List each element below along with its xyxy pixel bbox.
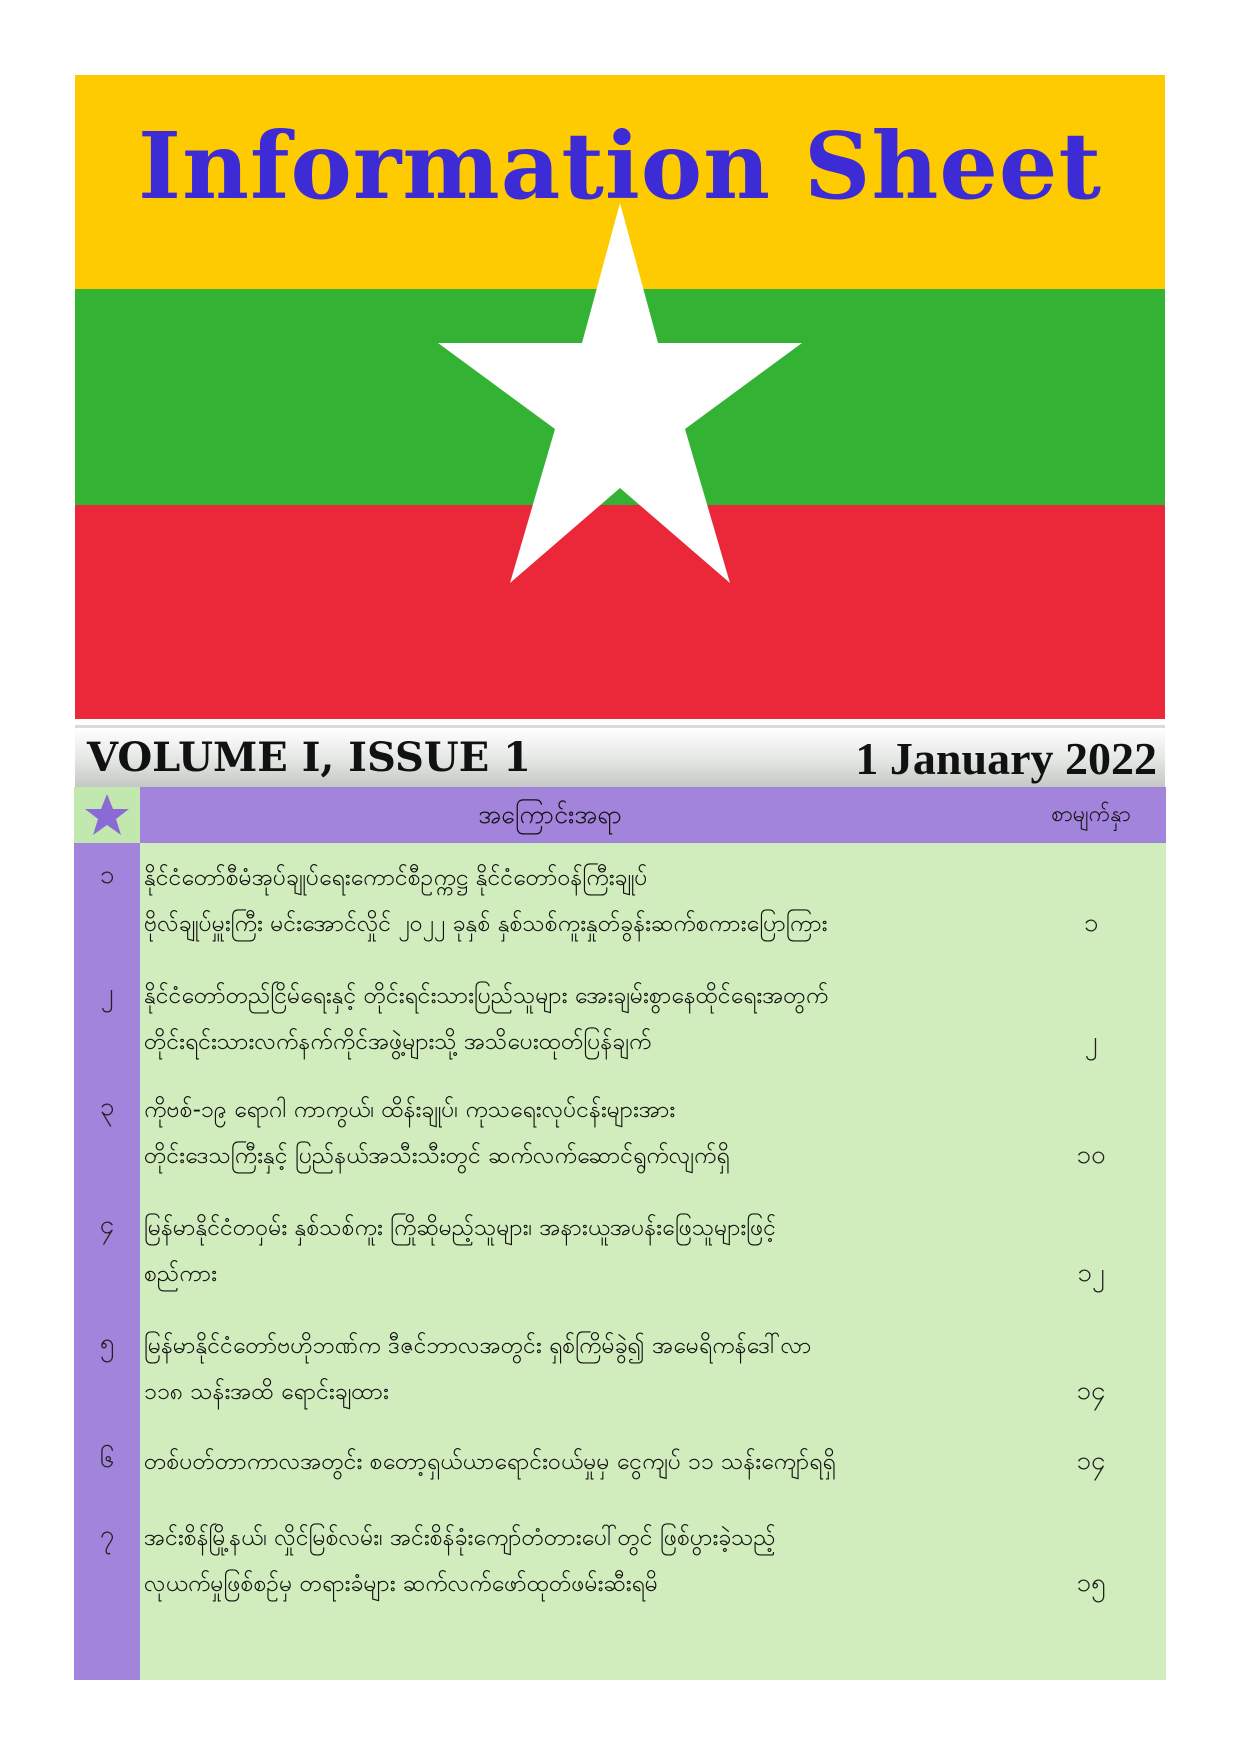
toc-entry-number: ၆ bbox=[99, 1444, 115, 1474]
toc-entry-line: နိုင်ငံတော်စီမံအုပ်ချုပ်ရေးကောင်စီဥက္ကဋ္ဌ နိုင်ငံတော်ဝန်ကြီးချုပ် bbox=[144, 865, 648, 891]
star-icon bbox=[84, 793, 130, 837]
volume-issue-label: VOLUME I, ISSUE 1 bbox=[87, 734, 531, 781]
issue-date: 1 January 2022 bbox=[855, 733, 1157, 784]
flag-stripe-red bbox=[75, 505, 1165, 719]
toc-entry-title bbox=[144, 1323, 994, 1415]
toc-entry-title bbox=[144, 1439, 994, 1485]
toc-entry-page: ၁၄ bbox=[1076, 1446, 1106, 1476]
page-title: Information Sheet bbox=[138, 112, 1102, 220]
toc-entry-line: လုယက်မှုဖြစ်စဉ်မှ တရားခံများ ဆက်လက်ဖော်ထုတ်ဖမ်းဆီးရမိ bbox=[144, 1571, 658, 1597]
toc-entry-line: တစ်ပတ်တာကာလအတွင်း စတော့ရှယ်ယာရောင်းဝယ်မှုမှ ငွေကျပ် ၁၁ သန်းကျော်ရရှိ bbox=[144, 1449, 836, 1475]
toc-entry-page: ၁၂ bbox=[1077, 1258, 1105, 1288]
toc-entry-title bbox=[144, 1515, 994, 1607]
toc-entry-line: အင်းစိန်မြို့နယ်၊ လှိုင်မြစ်လမ်း၊ အင်းစိန်ခုံးကျော်တံတားပေါ်တွင် ဖြစ်ပွားခဲ့သည့် bbox=[144, 1525, 776, 1551]
toc-entry-line: မြန်မာနိုင်ငံတဝှမ်း နှစ်သစ်ကူး ကြိုဆိုမည့်သူများ၊ အနားယူအပန်းဖြေသူများဖြင့် bbox=[144, 1215, 777, 1241]
toc-entry-title bbox=[144, 1205, 994, 1297]
toc-entry-line: တိုင်းဒေသကြီးနှင့် ပြည်နယ်အသီးသီးတွင် ဆက်လက်ဆောင်ရွက်လျက်ရှိ bbox=[144, 1143, 730, 1169]
toc-entry-number: ၇ bbox=[99, 1520, 115, 1550]
toc-entry-number: ၁ bbox=[99, 860, 115, 890]
toc-entry-page: ၁၀ bbox=[1076, 1140, 1106, 1170]
toc-entry-page: ၂ bbox=[1084, 1026, 1098, 1056]
toc-entry-line: စည်ကား bbox=[144, 1261, 217, 1287]
toc-entry-line: တိုင်းရင်းသားလက်နက်ကိုင်အဖွဲ့များသို့ အသိပေးထုတ်ပြန်ချက် bbox=[144, 1029, 652, 1055]
toc-entry-number: ၃ bbox=[99, 1092, 115, 1122]
toc-header-star-cell bbox=[74, 787, 140, 843]
table-of-contents bbox=[74, 787, 1166, 1680]
toc-entry-page: ၁၄ bbox=[1076, 1376, 1106, 1406]
issue-bar bbox=[75, 725, 1165, 788]
toc-entry-line: ဗိုလ်ချုပ်မှူးကြီး မင်းအောင်လှိုင် ၂၀၂၂ ခုနှစ် နှစ်သစ်ကူးနှုတ်ခွန်းဆက်စကားပြောကြား bbox=[144, 911, 828, 937]
toc-entry-line: ကိုဗစ်-၁၉ ရောဂါ ကာကွယ်၊ ထိန်းချုပ်၊ ကုသရေးလုပ်ငန်းများအား bbox=[144, 1097, 676, 1123]
toc-header-title: အကြောင်းအရာ bbox=[478, 800, 622, 829]
toc-header bbox=[140, 787, 1166, 843]
toc-entry-title bbox=[144, 1087, 994, 1179]
toc-entry-number: ၄ bbox=[99, 1210, 115, 1240]
toc-header-page: စာမျက်နှာ bbox=[1051, 802, 1131, 827]
toc-entry-title bbox=[144, 973, 994, 1065]
toc-entry-number: ၂ bbox=[100, 978, 114, 1008]
toc-entry-title bbox=[144, 855, 994, 947]
toc-entry-line: မြန်မာနိုင်ငံတော်ဗဟိုဘဏ်က ဒီဇင်ဘာလအတွင်း ရှစ်ကြိမ်ခွဲ၍ အမေရိကန်ဒေါ်လာ bbox=[144, 1333, 812, 1359]
toc-entry-number: ၅ bbox=[99, 1328, 115, 1358]
toc-entry-line: ၁၁၈ သန်းအထိ ရောင်းချထား bbox=[144, 1379, 389, 1405]
toc-entry-line: နိုင်ငံတော်တည်ငြိမ်ရေးနှင့် တိုင်းရင်းသားပြည်သူများ အေးချမ်းစွာနေထိုင်ရေးအတွက် bbox=[144, 983, 829, 1009]
toc-entry-page: ၁ bbox=[1083, 908, 1099, 938]
toc-entry-page: ၁၅ bbox=[1076, 1568, 1106, 1598]
